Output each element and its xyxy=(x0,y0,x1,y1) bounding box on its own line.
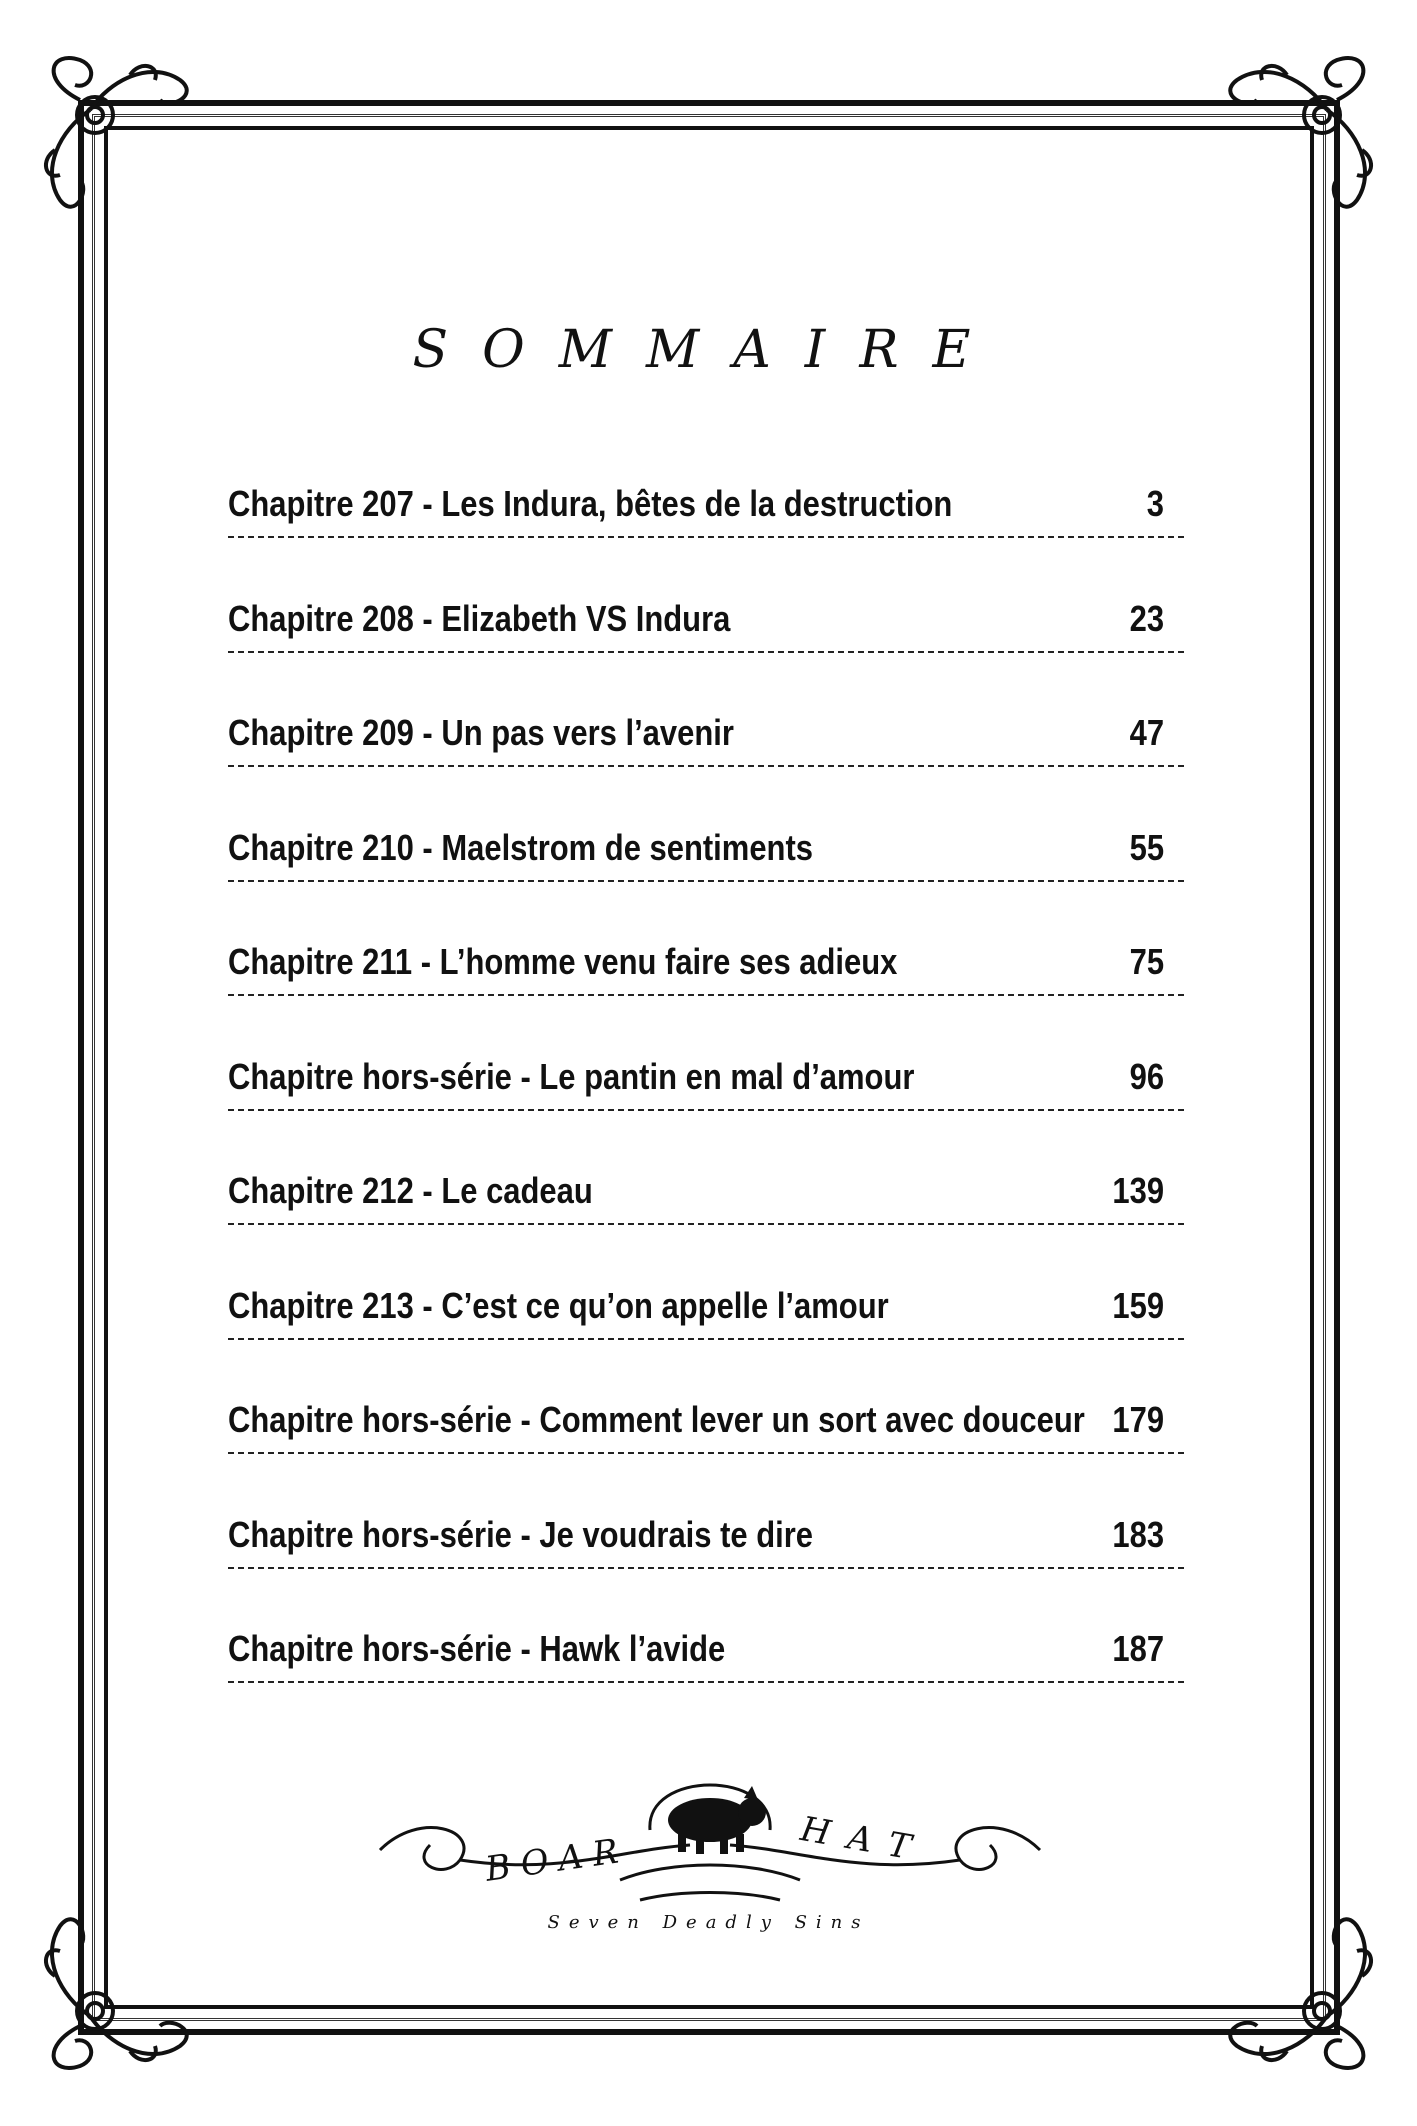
dashed-leader-line xyxy=(228,1567,1184,1569)
toc-entry xyxy=(228,1625,1184,1740)
dashed-leader-line xyxy=(228,880,1184,882)
toc-entry-page: 179 xyxy=(1112,1399,1164,1440)
toc-entry-page: 23 xyxy=(1129,597,1164,639)
toc-entry xyxy=(228,709,1184,824)
toc-entry-page: 47 xyxy=(1129,712,1164,753)
toc-entry-page: 55 xyxy=(1129,826,1164,868)
toc-entry xyxy=(228,1396,1184,1511)
dashed-leader-line xyxy=(228,651,1184,653)
logo-word-right: HAT xyxy=(797,1809,932,1871)
toc-entry-page: 139 xyxy=(1112,1170,1164,1211)
page-title: SOMMAIRE xyxy=(412,320,1005,380)
ornamental-corner-icon xyxy=(20,40,220,240)
toc-entry-title: Chapitre hors-série - Le pantin en mal d’amour xyxy=(228,1055,915,1097)
toc-entry-title: Chapitre 210 - Maelstrom de sentiments xyxy=(228,826,813,868)
toc-entry-title: Chapitre hors-série - Je voudrais te dire xyxy=(228,1513,814,1555)
dashed-leader-line xyxy=(228,765,1184,767)
toc-entry xyxy=(228,1167,1184,1282)
logo-word-left: BOAR xyxy=(482,1830,631,1890)
dashed-leader-line xyxy=(228,1338,1184,1340)
toc-entry xyxy=(228,480,1184,595)
dashed-leader-line xyxy=(228,536,1184,538)
toc-entry xyxy=(228,938,1184,1053)
dashed-leader-line xyxy=(228,1223,1184,1225)
toc-entry-page: 96 xyxy=(1129,1055,1164,1097)
toc-entry-title: Chapitre 211 - L’homme venu faire ses adieux xyxy=(228,941,898,982)
toc-entry-title: Chapitre 212 - Le cadeau xyxy=(228,1170,593,1211)
logo-subtitle: Seven Deadly Sins xyxy=(547,1912,870,1933)
toc-entry-page: 183 xyxy=(1112,1513,1164,1555)
toc-entry-page: 187 xyxy=(1112,1628,1164,1669)
toc-entry-title: Chapitre hors-série - Hawk l’avide xyxy=(228,1628,726,1669)
dashed-leader-line xyxy=(228,1109,1184,1111)
toc-entry-page: 3 xyxy=(1146,483,1164,524)
toc-entry-page: 159 xyxy=(1112,1284,1164,1326)
toc-entry-title: Chapitre hors-série - Comment lever un sort avec douceur xyxy=(228,1399,1085,1440)
table-of-contents xyxy=(228,480,1184,1740)
ornamental-corner-icon xyxy=(1197,40,1397,240)
toc-entry-page: 75 xyxy=(1129,941,1164,982)
toc-entry xyxy=(228,1053,1184,1168)
toc-entry xyxy=(228,595,1184,710)
toc-entry xyxy=(228,824,1184,939)
toc-entry xyxy=(228,1511,1184,1626)
dashed-leader-line xyxy=(228,1452,1184,1454)
dashed-leader-line xyxy=(228,994,1184,996)
toc-entry-title: Chapitre 207 - Les Indura, bêtes de la destruction xyxy=(228,483,953,524)
toc-entry-title: Chapitre 209 - Un pas vers l’avenir xyxy=(228,712,734,753)
toc-entry-title: Chapitre 213 - C’est ce qu’on appelle l’amour xyxy=(228,1284,889,1326)
pig-icon xyxy=(668,1786,766,1854)
dashed-leader-line xyxy=(228,1681,1184,1683)
toc-entry xyxy=(228,1282,1184,1397)
toc-entry-title: Chapitre 208 - Elizabeth VS Indura xyxy=(228,597,731,639)
